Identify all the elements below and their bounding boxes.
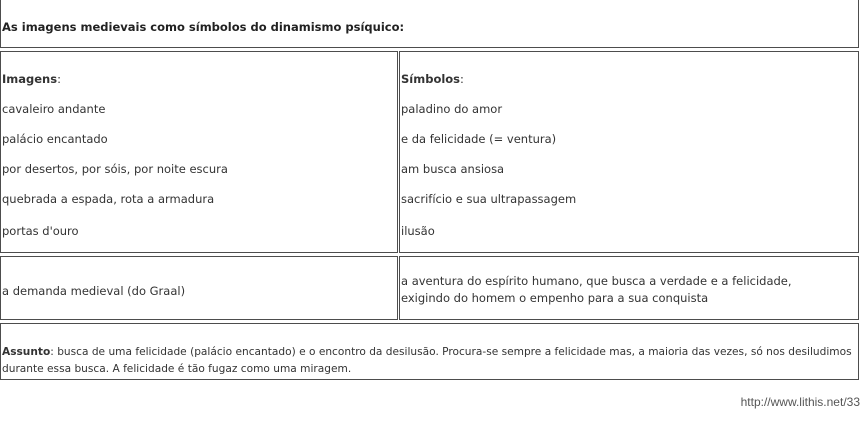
image-item-4: quebrada a espada, rota a armadura <box>2 192 215 206</box>
title-box <box>0 0 859 48</box>
symbol-item-4: sacrifício e sua ultrapassagem <box>401 192 577 206</box>
images-column-cell <box>0 51 398 253</box>
symbol-item-5: ilusão <box>401 224 435 238</box>
images-header <box>2 72 61 86</box>
demand-image-cell <box>0 256 398 320</box>
summary-separator: : <box>50 346 54 358</box>
image-item-3: por desertos, por sóis, por noite escura <box>2 162 228 176</box>
summary-paragraph <box>2 344 852 378</box>
image-item-2: palácio encantado <box>2 132 108 146</box>
image-item-1: cavaleiro andante <box>2 102 106 116</box>
image-item-5: portas d'ouro <box>2 224 79 238</box>
page-title: As imagens medievais como símbolos do dinamismo psíquico: <box>2 20 405 34</box>
symbols-header-colon: : <box>460 72 464 86</box>
symbol-item-1: paladino do amor <box>401 102 503 116</box>
demand-image-text: a demanda medieval (do Graal) <box>2 284 186 298</box>
symbols-column-cell <box>399 51 859 253</box>
symbol-item-2: e da felicidade (= ventura) <box>401 132 557 146</box>
summary-cell <box>0 323 859 380</box>
source-url: http://www.lithis.net/33 <box>740 395 860 409</box>
summary-text: busca de uma felicidade (palácio encantado) e o encontro da desilusão. Procura-se sempre a felicidade mas, a maioria das vezes, só nos desiludimos durante essa busca. A felicidade é tão fugaz como uma miragem. <box>2 346 852 375</box>
demand-symbol-cell <box>399 256 859 320</box>
symbols-header <box>401 72 464 86</box>
summary-label: Assunto <box>2 346 51 358</box>
demand-symbol-text: a aventura do espírito humano, que busca a verdade e a felicidade, exigindo do homem o empenho para a sua conquista <box>401 274 792 305</box>
images-header-colon: : <box>57 72 61 86</box>
images-header-label: Imagens <box>2 72 58 86</box>
symbols-header-label: Símbolos <box>401 72 461 86</box>
symbol-item-3: am busca ansiosa <box>401 162 505 176</box>
